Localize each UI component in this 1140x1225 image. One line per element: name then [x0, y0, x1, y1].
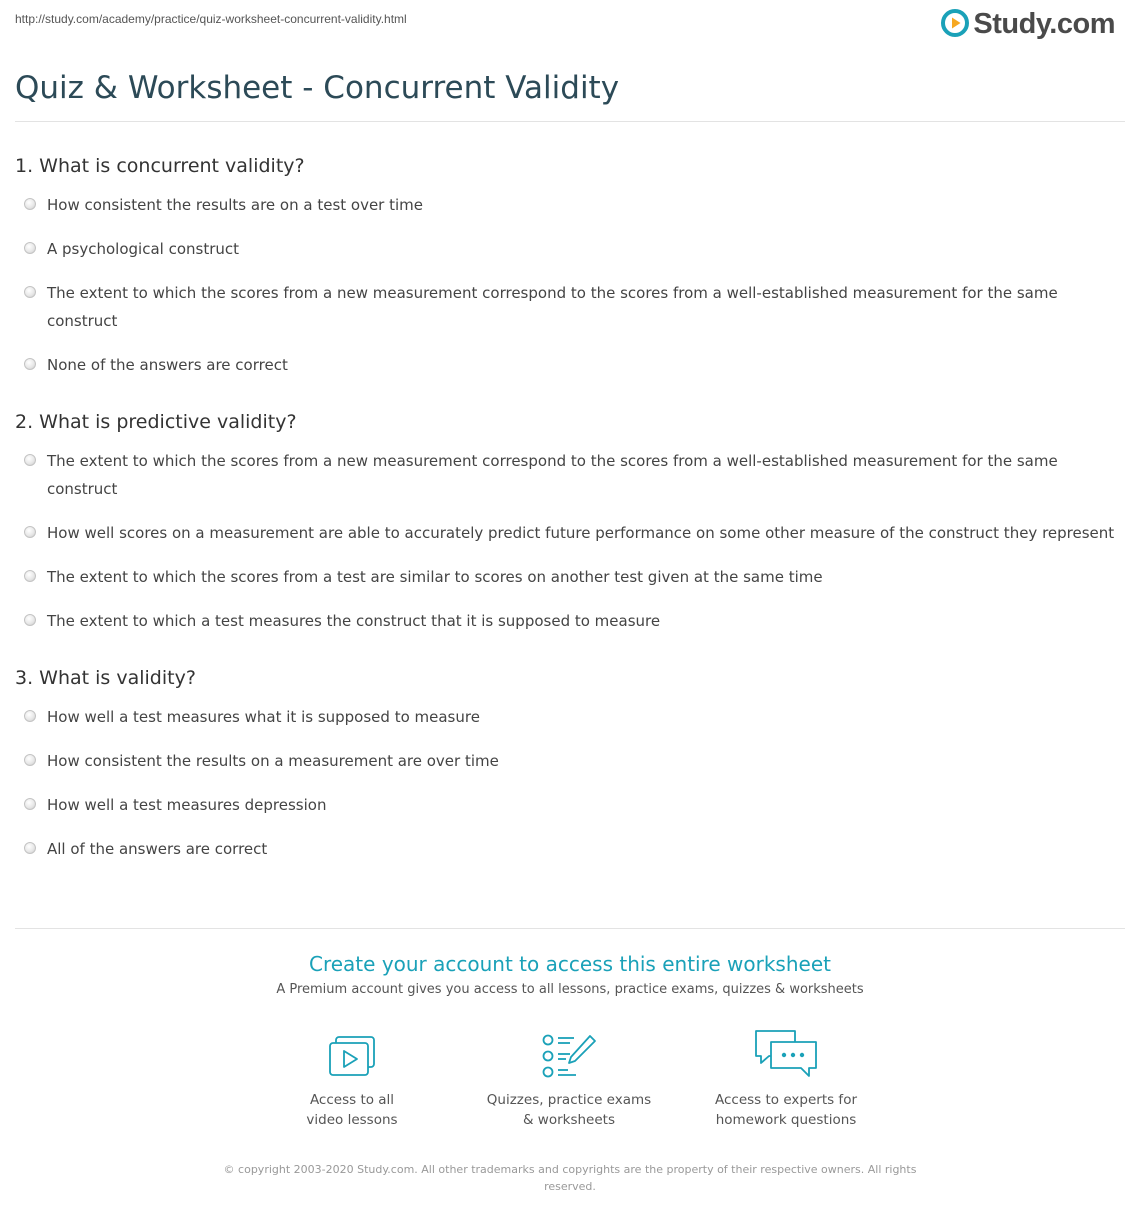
- question-3: [15, 662, 1125, 863]
- page-title: Quiz & Worksheet - Concurrent Validity: [15, 70, 620, 106]
- play-logo-icon: [941, 9, 969, 41]
- answer-text[interactable]: How well a test measures what it is supposed to measure: [47, 708, 480, 726]
- feature-label-line1: Quizzes, practice exams: [486, 1092, 652, 1108]
- answer-option[interactable]: [15, 235, 1125, 263]
- answer-text[interactable]: The extent to which the scores from a new measurement correspond to the scores from a well-established measurement for the same construct: [47, 452, 1058, 498]
- feature-label-line2: video lessons: [306, 1112, 398, 1128]
- feature-video-lessons: [252, 1032, 452, 1130]
- question-title: 3. What is validity?: [15, 667, 196, 689]
- cta-title-link[interactable]: Create your account to access this entire worksheet: [309, 952, 831, 976]
- answer-text[interactable]: The extent to which the scores from a new measurement correspond to the scores from a well-established measurement for the same construct: [47, 284, 1058, 330]
- section-divider: [15, 928, 1125, 929]
- radio-button[interactable]: [24, 710, 36, 722]
- answer-option[interactable]: [15, 747, 1125, 775]
- answer-text[interactable]: The extent to which the scores from a test are similar to scores on another test given at the same time: [47, 568, 823, 586]
- quiz-checklist-icon: [540, 1032, 598, 1084]
- copyright-notice: © copyright 2003-2020 Study.com. All other trademarks and copyrights are the property of their respective owners. All rights reserved.: [223, 1163, 917, 1193]
- answer-text[interactable]: How well scores on a measurement are able to accurately predict future performance on some other measure of the construct they represent: [47, 524, 1115, 542]
- cta-subtitle: A Premium account gives you access to all lessons, practice exams, quizzes & worksheets: [276, 982, 864, 997]
- radio-button[interactable]: [24, 570, 36, 582]
- question-1: [15, 150, 1125, 379]
- answer-text[interactable]: A psychological construct: [47, 240, 240, 258]
- answer-option[interactable]: [15, 447, 1125, 503]
- radio-button[interactable]: [24, 842, 36, 854]
- top-bar: [0, 0, 1140, 58]
- answer-text[interactable]: How well a test measures depression: [47, 796, 327, 814]
- answer-option[interactable]: [15, 519, 1125, 547]
- answer-option[interactable]: [15, 835, 1125, 863]
- answer-option[interactable]: [15, 563, 1125, 591]
- title-divider: [15, 121, 1125, 122]
- answer-option[interactable]: [15, 607, 1125, 635]
- radio-button[interactable]: [24, 526, 36, 538]
- answer-text[interactable]: How consistent the results on a measurement are over time: [47, 752, 499, 770]
- video-lessons-icon: [326, 1034, 378, 1084]
- question-title: 2. What is predictive validity?: [15, 411, 297, 433]
- radio-button[interactable]: [24, 454, 36, 466]
- chat-experts-icon: [753, 1028, 819, 1084]
- questions-list: [15, 150, 1125, 890]
- answer-text[interactable]: All of the answers are correct: [47, 840, 268, 858]
- answer-text[interactable]: None of the answers are correct: [47, 356, 288, 374]
- radio-button[interactable]: [24, 798, 36, 810]
- answer-option[interactable]: [15, 791, 1125, 819]
- radio-button[interactable]: [24, 358, 36, 370]
- question-2: [15, 406, 1125, 635]
- answer-option[interactable]: [15, 703, 1125, 731]
- answer-option[interactable]: [15, 351, 1125, 379]
- answer-text[interactable]: How consistent the results are on a test over time: [47, 196, 424, 214]
- radio-button[interactable]: [24, 286, 36, 298]
- radio-button[interactable]: [24, 242, 36, 254]
- feature-label-line2: homework questions: [715, 1112, 857, 1128]
- question-title: 1. What is concurrent validity?: [15, 155, 305, 177]
- radio-button[interactable]: [24, 198, 36, 210]
- feature-experts: [686, 1032, 886, 1130]
- radio-button[interactable]: [24, 754, 36, 766]
- feature-label-line2: & worksheets: [522, 1112, 615, 1128]
- page-url: http://study.com/academy/practice/quiz-worksheet-concurrent-validity.html: [15, 12, 407, 26]
- answer-option[interactable]: [15, 191, 1125, 219]
- feature-label-line1: Access to experts for: [714, 1092, 857, 1108]
- answer-text[interactable]: The extent to which a test measures the construct that it is supposed to measure: [47, 612, 661, 630]
- answer-option[interactable]: [15, 279, 1125, 335]
- feature-quizzes: [469, 1032, 669, 1130]
- logo-text: Study.com: [973, 8, 1115, 40]
- feature-label-line1: Access to all: [309, 1092, 395, 1108]
- signup-cta: [0, 950, 1140, 997]
- radio-button[interactable]: [24, 614, 36, 626]
- study-logo[interactable]: [941, 8, 1115, 41]
